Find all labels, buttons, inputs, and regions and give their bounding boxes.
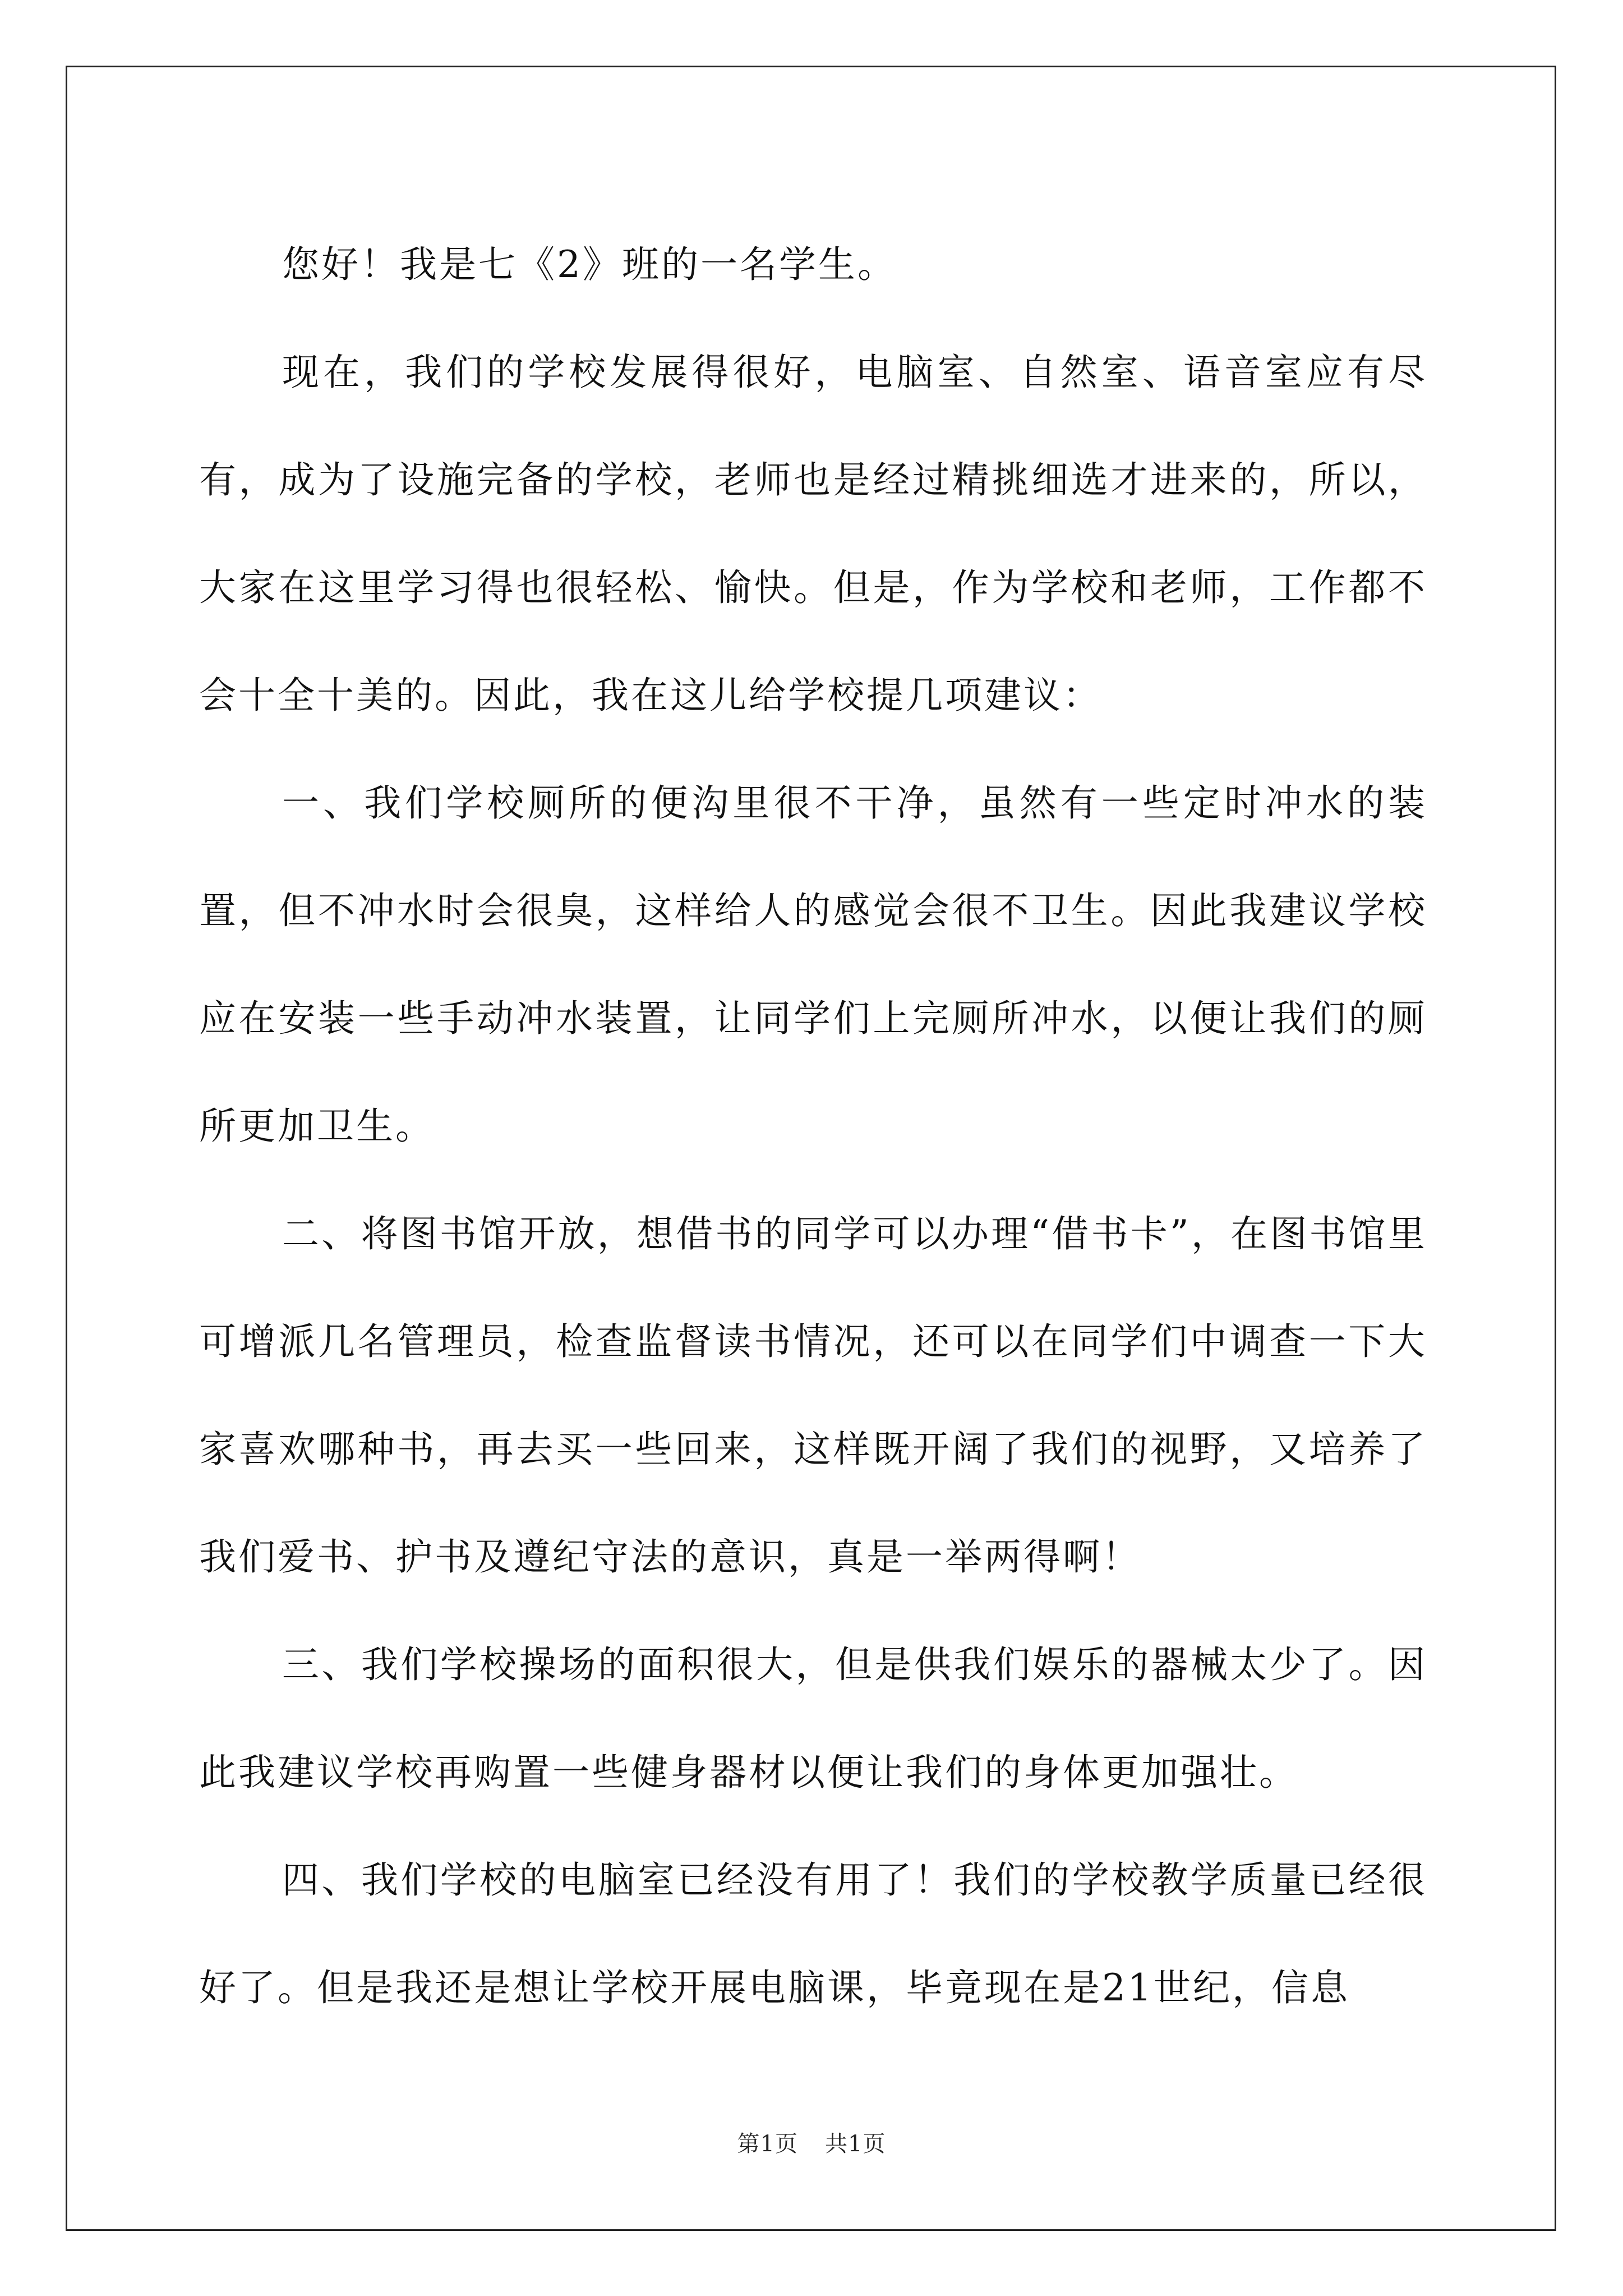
paragraph-suggestion-3: 三、我们学校操场的面积很大，但是供我们娱乐的器械太少了。因此我建议学校再购置一些健身器材以便让我们的身体更加强壮。	[199, 1643, 1427, 1794]
paragraph-suggestion-2: 二、将图书馆开放，想借书的同学可以办理“借书卡”，在图书馆里可增派几名管理员，检查监督读书情况，还可以在同学们中调查一下大家喜欢哪种书，再去买一些回来，这样既开阔了我们的视野，又培养了我们爱书、护书及遵纪守法的意识，真是一举两得啊！	[199, 1212, 1427, 1579]
paragraph-suggestion-1: 一、我们学校厕所的便沟里很不干净，虽然有一些定时冲水的装置，但不冲水时会很臭，这样给人的感觉会很不卫生。因此我建议学校应在安装一些手动冲水装置，让同学们上完厕所冲水，以便让我们的厕所更加卫生。	[199, 781, 1427, 1148]
page-number: 第1页	[737, 2131, 798, 2157]
paragraph-suggestion-4: 四、我们学校的电脑室已经没有用了！我们的学校教学质量已经很好了。但是我还是想让学校开展电脑课，毕竟现在是21世纪，信息	[199, 1858, 1427, 2009]
paragraph-greeting: 您好！我是七《2》班的一名学生。	[282, 243, 897, 286]
document-body	[199, 211, 1427, 2042]
paragraph-intro: 现在，我们的学校发展得很好，电脑室、自然室、语音室应有尽有，成为了设施完备的学校，老师也是经过精挑细选才进来的，所以，大家在这里学习得也很轻松、愉快。但是，作为学校和老师，工作都不会十全十美的。因此，我在这儿给学校提几项建议：	[199, 351, 1427, 717]
page-total: 共1页	[825, 2131, 886, 2157]
page-footer	[0, 2126, 1623, 2158]
